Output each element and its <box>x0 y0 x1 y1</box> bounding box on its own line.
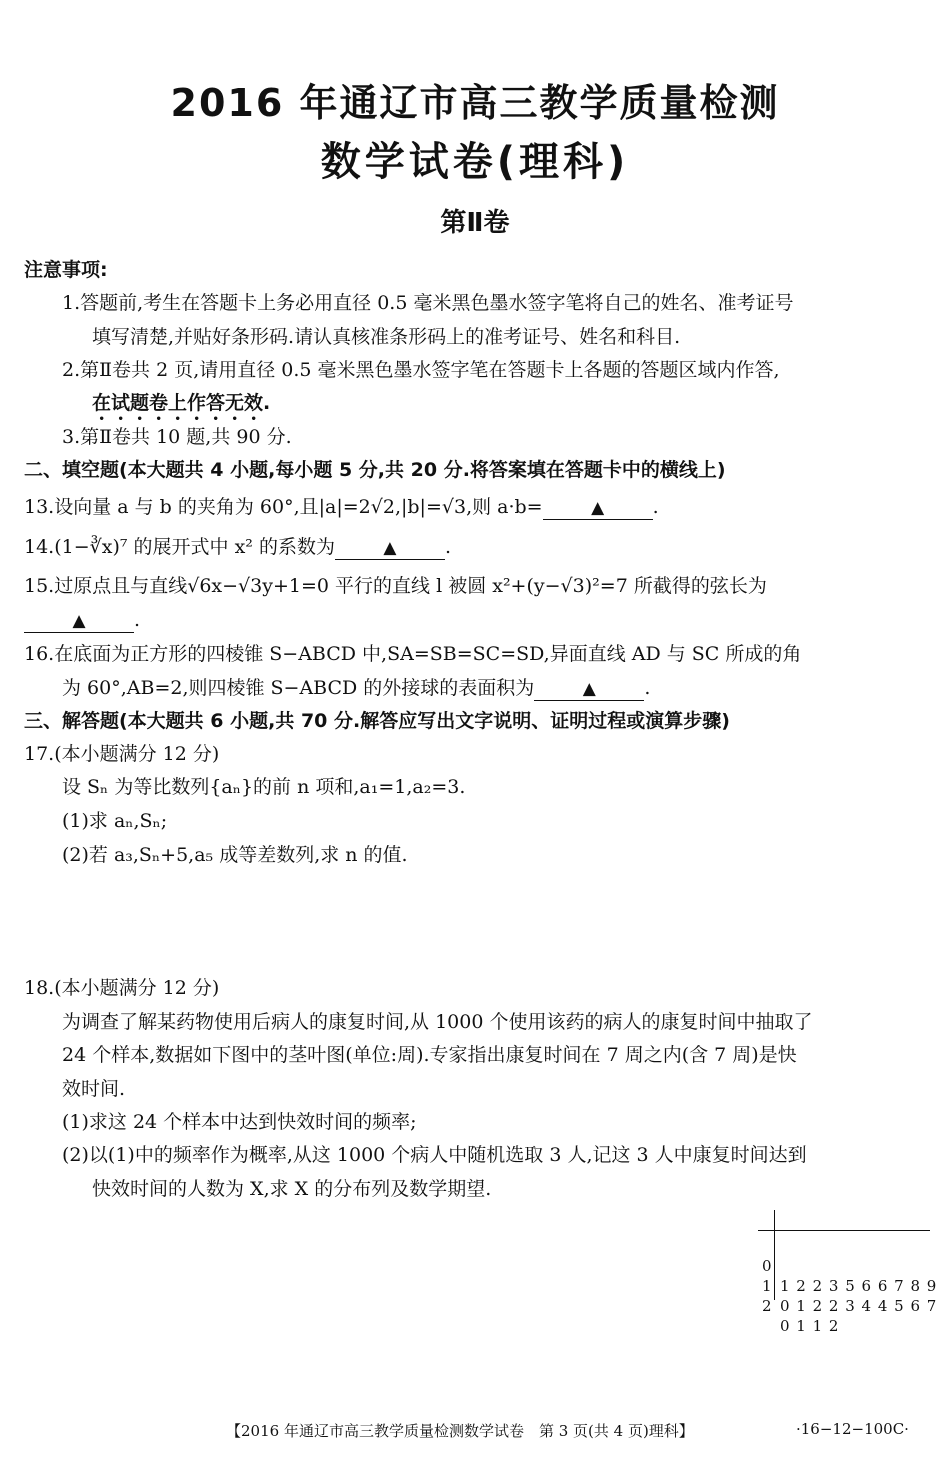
note-item-1-line1: 1.答题前,考生在答题卡上务必用直径 0.5 毫米黑色墨水签字笔将自己的姓名、准考证号 <box>62 292 794 314</box>
question-18-part1: (1)求这 24 个样本中达到快效时间的频率; <box>62 1111 417 1133</box>
volume-title: 第Ⅱ卷 <box>440 208 510 238</box>
triangle-icon: ▲ <box>582 679 596 699</box>
stem-top-rule <box>758 1230 930 1231</box>
note-item-3: 3.第Ⅱ卷共 10 题,共 90 分. <box>62 426 292 448</box>
answer-blank-13 <box>543 496 653 520</box>
question-18-part2-line1: (2)以(1)中的频率作为概率,从这 1000 个病人中随机选取 3 人,记这 3 人中康复时间达到 <box>62 1144 807 1166</box>
question-18-title: 18.(本小题满分 12 分) <box>24 977 220 999</box>
question-16-line1: 16.在底面为正方形的四棱锥 S−ABCD 中,SA=SB=SC=SD,异面直线 AD 与 SC 所成的角 <box>24 643 802 665</box>
question-13-text: 13.设向量 a 与 b 的夹角为 60°,且|a|=2√2,|b|=√3,则 a·b= <box>24 496 543 518</box>
answer-blank-16 <box>534 677 644 701</box>
triangle-icon: ▲ <box>591 498 605 518</box>
triangle-icon: ▲ <box>383 538 397 558</box>
question-18-line1: 为调查了解某药物使用后病人的康复时间,从 1000 个使用该药的病人的康复时间中抽取了 <box>62 1011 813 1033</box>
question-15-line2: ▲ . <box>24 606 934 634</box>
question-17-title: 17.(本小题满分 12 分) <box>24 743 220 765</box>
triangle-icon: ▲ <box>72 611 86 631</box>
stem-value: 2 <box>762 1297 772 1315</box>
leaf-values: 1 2 2 3 5 6 6 7 8 9 <box>780 1277 938 1295</box>
question-14-text: 14.(1−∛x)⁷ 的展开式中 x² 的系数为 <box>24 536 335 558</box>
question-18-line2: 24 个样本,数据如下图中的茎叶图(单位:周).专家指出康复时间在 7 周之内(含 7 周)是快 <box>62 1044 797 1066</box>
stem-value: 1 <box>762 1277 772 1295</box>
question-16-text: 为 60°,AB=2,则四棱锥 S−ABCD 的外接球的表面积为 <box>62 677 535 699</box>
stem-leaf-row <box>758 1276 840 1356</box>
question-16-line2: 为 60°,AB=2,则四棱锥 S−ABCD 的外接球的表面积为 ▲ . <box>62 677 651 699</box>
stem-leaf-plot <box>758 1210 938 1335</box>
section2-heading: 二、填空题(本大题共 4 小题,每小题 5 分,共 20 分.将答案填在答题卡中的横线上) <box>24 459 726 481</box>
paper-code: ·16−12−100C· <box>796 1420 909 1438</box>
exam-title: 2016 年通辽市高三教学质量检测 <box>170 81 780 125</box>
question-18-line3: 效时间. <box>62 1078 126 1100</box>
stem-value: 0 <box>762 1257 772 1275</box>
note-item-1-line2: 填写清楚,并贴好条形码.请认真核准条形码上的准考证号、姓名和科目. <box>92 326 681 348</box>
question-17-part1: (1)求 aₙ,Sₙ; <box>62 810 168 832</box>
question-15-line1: 15.过原点且与直线√6x−√3y+1=0 平行的直线 l 被圆 x²+(y−√3)²=7 所截得的弦长为 <box>24 575 767 597</box>
note-item-2-line2: 在试题卷上作答无效. <box>92 392 271 414</box>
answer-blank-14 <box>335 536 445 560</box>
question-13: 13.设向量 a 与 b 的夹角为 60°,且|a|=2√2,|b|=√3,则 a·b= ▲ . <box>24 496 659 518</box>
notes-heading: 注意事项: <box>24 259 108 281</box>
section3-heading: 三、解答题(本大题共 6 小题,共 70 分.解答应写出文字说明、证明过程或演算步骤) <box>24 710 730 732</box>
leaf-values: 0 1 2 2 3 4 4 5 6 7 <box>780 1297 938 1315</box>
question-14: 14.(1−∛x)⁷ 的展开式中 x² 的系数为 ▲ . <box>24 536 451 558</box>
answer-blank-15 <box>24 609 134 633</box>
page-footer: 【2016 年通辽市高三教学质量检测数学试卷 第 3 页(共 4 页)理科】 <box>226 1422 694 1440</box>
question-17-line1: 设 Sₙ 为等比数列{aₙ}的前 n 项和,a₁=1,a₂=3. <box>62 776 466 798</box>
question-17-part2: (2)若 a₃,Sₙ+5,a₅ 成等差数列,求 n 的值. <box>62 844 408 866</box>
note-item-2-line1: 2.第Ⅱ卷共 2 页,请用直径 0.5 毫米黑色墨水签字笔在答题卡上各题的答题区域内作答, <box>62 359 780 381</box>
exam-subtitle: 数学试卷(理科) <box>320 139 630 185</box>
leaf-values: 0 1 1 2 <box>780 1317 840 1335</box>
question-18-part2-line2: 快效时间的人数为 X,求 X 的分布列及数学期望. <box>92 1178 492 1200</box>
